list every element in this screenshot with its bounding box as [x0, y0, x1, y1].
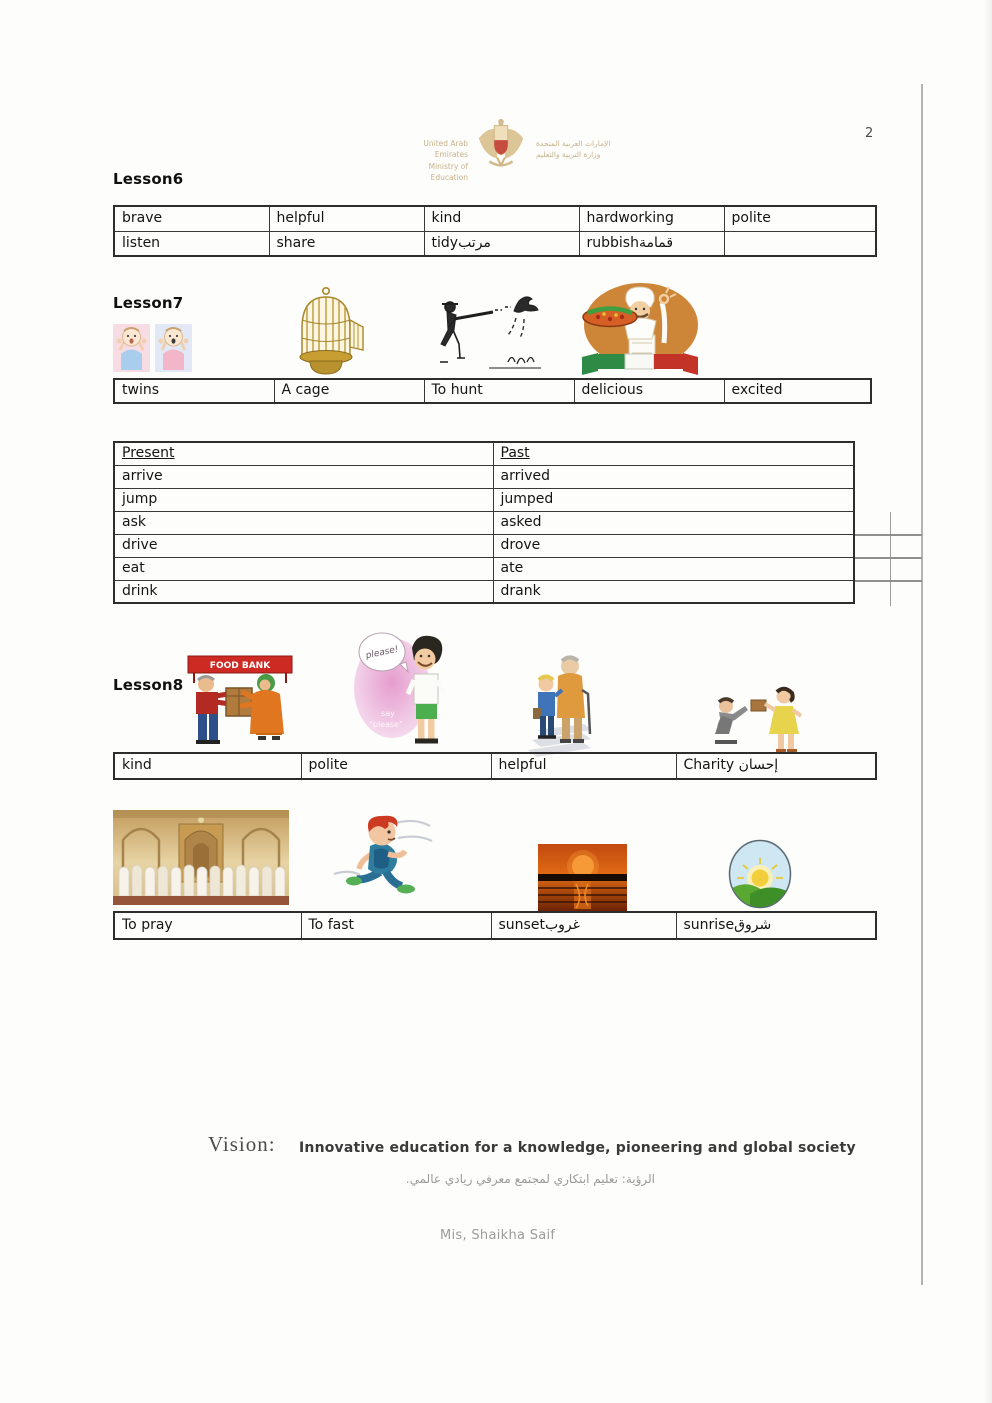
table-cell: hardworking [579, 206, 724, 231]
twins-image [113, 322, 193, 374]
table-cell: To fast [301, 912, 491, 939]
table-cell: A cage [274, 379, 424, 403]
table-cell [724, 231, 876, 256]
scan-artifact-vline [890, 512, 891, 606]
helping-elderly-image [518, 646, 604, 762]
table-cell: arrive [114, 465, 493, 488]
table-cell: twins [114, 379, 274, 403]
food-bank-image [158, 650, 324, 752]
uae-emblem-icon [472, 116, 530, 174]
table-cell: kind [424, 206, 579, 231]
lesson6-table [113, 205, 877, 257]
lesson7-title: Lesson7 [113, 294, 184, 312]
please-caption-line2: "please" [369, 720, 403, 729]
lesson8-title: Lesson8 [113, 676, 184, 694]
vision-text-arabic: الرؤية: تعليم ابتكاري لمجتمع معرفي ريادي عالمي. [405, 1172, 655, 1186]
sunrise-image [726, 838, 794, 910]
table-cell: To pray [114, 912, 301, 939]
page-number: 2 [865, 126, 874, 141]
table-cell: helpful [491, 753, 676, 779]
teacher-name: Mis, Shaikha Saif [440, 1228, 556, 1243]
table-cell: eat [114, 557, 493, 580]
say-please-image [352, 626, 464, 748]
hunter-image [423, 292, 549, 376]
worship-table [113, 911, 877, 940]
table-header-cell: Past [493, 442, 854, 465]
scan-edge-line [921, 84, 923, 1285]
table-header-cell: Present [114, 442, 493, 465]
logo-text-line: United Arab Emirates [423, 139, 468, 160]
logo-text-line: Ministry of Education [428, 161, 468, 182]
bird-cage-image [288, 286, 364, 378]
logo-text-line: الإمارات العربية المتحدة [536, 139, 611, 148]
table-cell: Charity إحسان [676, 753, 876, 779]
scan-artifact-hline [853, 534, 922, 536]
food-bank-banner-text: FOOD BANK [209, 661, 271, 671]
vision-label: Vision: [208, 1132, 276, 1156]
lesson8-table [113, 752, 877, 780]
lesson7-table [113, 378, 872, 404]
logo-text-english [400, 138, 468, 183]
table-cell: tidyمرتب [424, 231, 579, 256]
page-edge-shadow [984, 0, 992, 1403]
table-cell: polite [301, 753, 491, 779]
verbs-table [113, 441, 855, 604]
table-cell: To hunt [424, 379, 574, 403]
lesson6-title: Lesson6 [113, 170, 184, 188]
please-bubble-text: please! [364, 644, 400, 662]
table-cell: rubbishقمامة [579, 231, 724, 256]
table-cell: arrived [493, 465, 854, 488]
mosque-prayer-image [113, 810, 289, 905]
logo-text-arabic [536, 138, 612, 161]
table-cell: jumped [493, 488, 854, 511]
table-cell: sunsetغروب [491, 912, 676, 939]
table-cell: listen [114, 231, 269, 256]
table-cell: jump [114, 488, 493, 511]
table-cell: drove [493, 534, 854, 557]
chef-pizza-image [576, 281, 702, 379]
table-cell: kind [114, 753, 301, 779]
table-cell: drive [114, 534, 493, 557]
table-cell: ask [114, 511, 493, 534]
charity-image [703, 684, 809, 756]
table-cell: drank [493, 580, 854, 603]
sunset-image [538, 844, 627, 912]
table-cell: asked [493, 511, 854, 534]
logo-text-line: وزارة التربية والتعليم [536, 150, 601, 160]
table-cell: helpful [269, 206, 424, 231]
table-cell: delicious [574, 379, 724, 403]
scan-artifact-hline [853, 557, 922, 559]
table-cell: ate [493, 557, 854, 580]
scan-artifact-hline [853, 580, 922, 582]
table-cell: excited [724, 379, 871, 403]
vision-text: Innovative education for a knowledge, pioneering and global society [299, 1140, 856, 1156]
table-cell: drink [114, 580, 493, 603]
running-boy-image [328, 810, 440, 904]
table-cell: sunriseشروق [676, 912, 876, 939]
table-cell: share [269, 231, 424, 256]
table-cell: polite [724, 206, 876, 231]
table-cell: brave [114, 206, 269, 231]
please-caption-line1: say [381, 709, 395, 718]
